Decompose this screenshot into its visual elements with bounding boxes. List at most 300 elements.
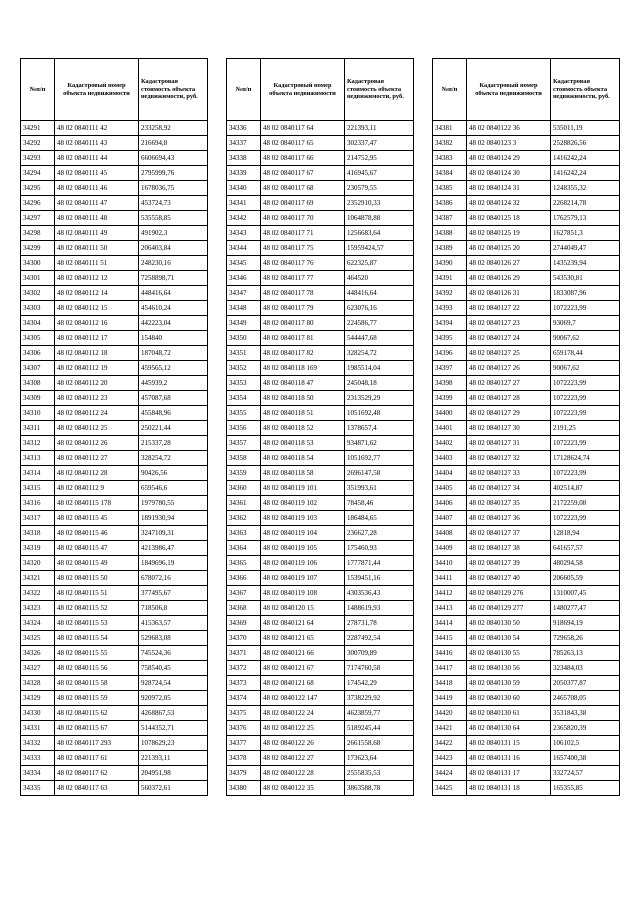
- cadastral-number: 48 02 0840112 28: [55, 466, 139, 481]
- cadastral-value: 402514,87: [551, 481, 620, 496]
- row-number: 34400: [433, 406, 467, 421]
- row-number: 34298: [21, 226, 55, 241]
- header-cadastral: Кадастровый номер объекта недвижимости: [467, 59, 551, 121]
- row-number: 34382: [433, 136, 467, 151]
- cadastral-value: 174542,29: [345, 676, 414, 691]
- cadastral-value: 622325,87: [345, 256, 414, 271]
- cadastral-value: 529683,08: [139, 631, 208, 646]
- cadastral-value: 1849696,19: [139, 556, 208, 571]
- cadastral-value: 2287492,54: [345, 631, 414, 646]
- cadastral-number: 48 02 0840112 9: [55, 481, 139, 496]
- row-number: 34399: [433, 391, 467, 406]
- cadastral-value: 2528826,56: [551, 136, 620, 151]
- table-row: [227, 601, 414, 616]
- table-row: [433, 676, 620, 691]
- cadastral-value: 4268867,53: [139, 706, 208, 721]
- row-number: 34347: [227, 286, 261, 301]
- row-number: 34416: [433, 646, 467, 661]
- cadastral-number: 48 02 0840117 67: [261, 166, 345, 181]
- row-number: 34401: [433, 421, 467, 436]
- cadastral-number: 48 02 0840115 58: [55, 676, 139, 691]
- cadastral-value: 415363,57: [139, 616, 208, 631]
- row-number: 34318: [21, 526, 55, 541]
- cadastral-number: 48 02 0840115 49: [55, 556, 139, 571]
- cadastral-number: 48 02 0840122 36: [467, 121, 551, 136]
- row-number: 34293: [21, 151, 55, 166]
- row-number: 34422: [433, 736, 467, 751]
- cadastral-number: 48 02 0840127 38: [467, 541, 551, 556]
- row-number: 34328: [21, 676, 55, 691]
- table-row: [433, 601, 620, 616]
- cadastral-value: 718506,8: [139, 601, 208, 616]
- table-row: [227, 391, 414, 406]
- cadastral-number: 48 02 0840127 23: [467, 316, 551, 331]
- table-row: [21, 481, 208, 496]
- cadastral-number: 48 02 0840115 56: [55, 661, 139, 676]
- row-number: 34339: [227, 166, 261, 181]
- cadastral-value: 215337,28: [139, 436, 208, 451]
- row-number: 34384: [433, 166, 467, 181]
- cadastral-value: 173623,64: [345, 751, 414, 766]
- cadastral-value: 2352910,33: [345, 196, 414, 211]
- row-number: 34330: [21, 706, 55, 721]
- cadastral-number: 48 02 0840115 51: [55, 586, 139, 601]
- cadastral-value: 206605,59: [551, 571, 620, 586]
- cadastral-value: 1985514,04: [345, 361, 414, 376]
- cadastral-value: 323484,03: [551, 661, 620, 676]
- table-row: [21, 601, 208, 616]
- row-number: 34322: [21, 586, 55, 601]
- cadastral-value: 758540,45: [139, 661, 208, 676]
- row-number: 34367: [227, 586, 261, 601]
- table-row: [227, 646, 414, 661]
- cadastral-value: 928724,54: [139, 676, 208, 691]
- table-row: [227, 571, 414, 586]
- cadastral-number: 48 02 0840119 101: [261, 481, 345, 496]
- table-row: [433, 556, 620, 571]
- cadastral-value: 491902,3: [139, 226, 208, 241]
- row-number: 34411: [433, 571, 467, 586]
- table-row: [227, 301, 414, 316]
- row-number: 34424: [433, 766, 467, 781]
- row-number: 34309: [21, 391, 55, 406]
- cadastral-value: 1435239,94: [551, 256, 620, 271]
- cadastral-number: 48 02 0840122 147: [261, 691, 345, 706]
- row-number: 34405: [433, 481, 467, 496]
- cadastral-value: 7258898,71: [139, 271, 208, 286]
- cadastral-value: 186484,65: [345, 511, 414, 526]
- table-row: [21, 661, 208, 676]
- table-row: [21, 256, 208, 271]
- cadastral-number: 48 02 0840118 54: [261, 451, 345, 466]
- row-number: 34350: [227, 331, 261, 346]
- table-row: [433, 691, 620, 706]
- cadastral-number: 48 02 0840127 24: [467, 331, 551, 346]
- cadastral-value: 7174760,58: [345, 661, 414, 676]
- header-num: №п/п: [21, 59, 55, 121]
- cadastral-value: 236627,28: [345, 526, 414, 541]
- cadastral-value: 300709,89: [345, 646, 414, 661]
- table-row: [227, 271, 414, 286]
- table-row: [227, 766, 414, 781]
- header-row: [21, 59, 208, 121]
- row-number: 34366: [227, 571, 261, 586]
- cadastral-value: 230579,55: [345, 181, 414, 196]
- row-number: 34292: [21, 136, 55, 151]
- cadastral-value: 2313529,29: [345, 391, 414, 406]
- cadastral-value: 93069,7: [551, 316, 620, 331]
- table-row: [433, 721, 620, 736]
- cadastral-value: 214752,95: [345, 151, 414, 166]
- table-row: [227, 466, 414, 481]
- table-row: [21, 346, 208, 361]
- table-row: [433, 346, 620, 361]
- row-number: 34341: [227, 196, 261, 211]
- cadastral-value: 1979780,55: [139, 496, 208, 511]
- table-row: [21, 586, 208, 601]
- cadastral-value: 445939,2: [139, 376, 208, 391]
- row-number: 34402: [433, 436, 467, 451]
- cadastral-number: 48 02 0840112 27: [55, 451, 139, 466]
- cadastral-number: 48 02 0840127 27: [467, 376, 551, 391]
- cadastral-value: 1051692,77: [345, 451, 414, 466]
- row-number: 34310: [21, 406, 55, 421]
- table-row: [21, 316, 208, 331]
- row-number: 34386: [433, 196, 467, 211]
- cadastral-number: 48 02 0840124 30: [467, 166, 551, 181]
- table-row: [227, 556, 414, 571]
- table-row: [433, 331, 620, 346]
- cadastral-value: 1064878,88: [345, 211, 414, 226]
- table-row: [227, 586, 414, 601]
- table-row: [21, 196, 208, 211]
- header-cadastral: Кадастровый номер объекта недвижимости: [261, 59, 345, 121]
- row-number: 34359: [227, 466, 261, 481]
- table-row: [227, 691, 414, 706]
- table-row: [433, 301, 620, 316]
- row-number: 34335: [21, 781, 55, 796]
- row-number: 34391: [433, 271, 467, 286]
- row-number: 34378: [227, 751, 261, 766]
- cadastral-number: 48 02 0840127 32: [467, 451, 551, 466]
- cadastral-value: 641657,57: [551, 541, 620, 556]
- row-number: 34415: [433, 631, 467, 646]
- row-number: 34320: [21, 556, 55, 571]
- cadastral-number: 48 02 0840111 47: [55, 196, 139, 211]
- cadastral-number: 48 02 0840115 52: [55, 601, 139, 616]
- row-number: 34371: [227, 646, 261, 661]
- table-row: [21, 721, 208, 736]
- cadastral-value: 543530,81: [551, 271, 620, 286]
- table-row: [21, 541, 208, 556]
- cadastral-value: 459565,12: [139, 361, 208, 376]
- cadastral-number: 48 02 0840118 50: [261, 391, 345, 406]
- cadastral-value: 2365820,39: [551, 721, 620, 736]
- cadastral-value: 455848,96: [139, 406, 208, 421]
- cadastral-number: 48 02 0840127 28: [467, 391, 551, 406]
- header-num: №п/п: [433, 59, 467, 121]
- row-number: 34336: [227, 121, 261, 136]
- cadastral-table-1: [20, 58, 208, 796]
- table-row: [21, 361, 208, 376]
- table-row: [433, 526, 620, 541]
- cadastral-value: 2795999,76: [139, 166, 208, 181]
- table-row: [433, 481, 620, 496]
- table-row: [433, 586, 620, 601]
- cadastral-value: 2555835,53: [345, 766, 414, 781]
- table-row: [21, 496, 208, 511]
- cadastral-value: 4213986,47: [139, 541, 208, 556]
- row-number: 34316: [21, 496, 55, 511]
- cadastral-value: 1488619,93: [345, 601, 414, 616]
- row-number: 34321: [21, 571, 55, 586]
- cadastral-number: 48 02 0840112 24: [55, 406, 139, 421]
- cadastral-number: 48 02 0840130 54: [467, 631, 551, 646]
- cadastral-value: 1072223,99: [551, 376, 620, 391]
- table-row: [433, 376, 620, 391]
- cadastral-value: 154840: [139, 331, 208, 346]
- row-number: 34365: [227, 556, 261, 571]
- cadastral-value: 457087,68: [139, 391, 208, 406]
- cadastral-value: 1248355,32: [551, 181, 620, 196]
- row-number: 34311: [21, 421, 55, 436]
- table-row: [433, 406, 620, 421]
- cadastral-value: 221393,11: [345, 121, 414, 136]
- row-number: 34326: [21, 646, 55, 661]
- cadastral-number: 48 02 0840117 65: [261, 136, 345, 151]
- cadastral-number: 48 02 0840117 79: [261, 301, 345, 316]
- row-number: 34370: [227, 631, 261, 646]
- cadastral-number: 48 02 0840130 59: [467, 676, 551, 691]
- row-number: 34419: [433, 691, 467, 706]
- cadastral-number: 48 02 0840118 51: [261, 406, 345, 421]
- cadastral-number: 48 02 0840115 178: [55, 496, 139, 511]
- table-row: [21, 646, 208, 661]
- row-number: 34340: [227, 181, 261, 196]
- table-row: [21, 736, 208, 751]
- row-number: 34383: [433, 151, 467, 166]
- table-row: [433, 616, 620, 631]
- cadastral-value: 15959424,57: [345, 241, 414, 256]
- row-number: 34374: [227, 691, 261, 706]
- cadastral-value: 248230,16: [139, 256, 208, 271]
- cadastral-number: 48 02 0840117 78: [261, 286, 345, 301]
- cadastral-number: 48 02 0840117 70: [261, 211, 345, 226]
- header-row: [433, 59, 620, 121]
- cadastral-value: 1891930,94: [139, 511, 208, 526]
- cadastral-value: 1256683,64: [345, 226, 414, 241]
- row-number: 34332: [21, 736, 55, 751]
- row-number: 34390: [433, 256, 467, 271]
- cadastral-value: 351993,61: [345, 481, 414, 496]
- cadastral-number: 48 02 0840115 45: [55, 511, 139, 526]
- row-number: 34385: [433, 181, 467, 196]
- cadastral-number: 48 02 0840111 43: [55, 136, 139, 151]
- cadastral-number: 48 02 0840122 35: [261, 781, 345, 796]
- cadastral-value: 1051692,48: [345, 406, 414, 421]
- cadastral-value: 6606694,43: [139, 151, 208, 166]
- table-row: [21, 406, 208, 421]
- table-row: [227, 676, 414, 691]
- cadastral-number: 48 02 0840127 33: [467, 466, 551, 481]
- cadastral-number: 48 02 0840130 60: [467, 691, 551, 706]
- cadastral-number: 48 02 0840115 46: [55, 526, 139, 541]
- table-row: [433, 706, 620, 721]
- table-row: [433, 286, 620, 301]
- row-number: 34346: [227, 271, 261, 286]
- cadastral-value: 678072,16: [139, 571, 208, 586]
- row-number: 34348: [227, 301, 261, 316]
- row-number: 34342: [227, 211, 261, 226]
- table-row: [433, 781, 620, 796]
- cadastral-number: 48 02 0840117 62: [55, 766, 139, 781]
- cadastral-number: 48 02 0840129 277: [467, 601, 551, 616]
- cadastral-number: 48 02 0840131 15: [467, 736, 551, 751]
- table-row: [227, 661, 414, 676]
- cadastral-number: 48 02 0840121 64: [261, 616, 345, 631]
- table-row: [21, 616, 208, 631]
- cadastral-number: 48 02 0840112 20: [55, 376, 139, 391]
- row-number: 34412: [433, 586, 467, 601]
- cadastral-value: 3863588,78: [345, 781, 414, 796]
- row-number: 34360: [227, 481, 261, 496]
- cadastral-number: 48 02 0840111 42: [55, 121, 139, 136]
- cadastral-number: 48 02 0840124 31: [467, 181, 551, 196]
- cadastral-number: 48 02 0840127 36: [467, 511, 551, 526]
- cadastral-number: 48 02 0840117 64: [261, 121, 345, 136]
- table-row: [433, 361, 620, 376]
- table-row: [227, 541, 414, 556]
- cadastral-value: 560372,61: [139, 781, 208, 796]
- row-number: 34296: [21, 196, 55, 211]
- cadastral-number: 48 02 0840127 26: [467, 361, 551, 376]
- table-row: [227, 721, 414, 736]
- cadastral-value: 1078629,23: [139, 736, 208, 751]
- row-number: 34421: [433, 721, 467, 736]
- cadastral-number: 48 02 0840122 26: [261, 736, 345, 751]
- row-number: 34300: [21, 256, 55, 271]
- cadastral-number: 48 02 0840119 105: [261, 541, 345, 556]
- row-number: 34361: [227, 496, 261, 511]
- table-row: [21, 391, 208, 406]
- cadastral-number: 48 02 0840111 50: [55, 241, 139, 256]
- cadastral-value: 3247109,31: [139, 526, 208, 541]
- cadastral-value: 221393,11: [139, 751, 208, 766]
- table-row: [227, 436, 414, 451]
- cadastral-number: 48 02 0840131 18: [467, 781, 551, 796]
- table-row: [433, 661, 620, 676]
- table-row: [21, 526, 208, 541]
- table-row: [227, 316, 414, 331]
- cadastral-value: 90426,56: [139, 466, 208, 481]
- row-number: 34403: [433, 451, 467, 466]
- cadastral-value: 448416,64: [139, 286, 208, 301]
- table-row: [227, 481, 414, 496]
- cadastral-value: 464520: [345, 271, 414, 286]
- row-number: 34317: [21, 511, 55, 526]
- cadastral-value: 2050377,87: [551, 676, 620, 691]
- row-number: 34344: [227, 241, 261, 256]
- row-number: 34393: [433, 301, 467, 316]
- cadastral-value: 1416242,24: [551, 166, 620, 181]
- cadastral-number: 48 02 0840122 28: [261, 766, 345, 781]
- table-row: [433, 736, 620, 751]
- cadastral-value: 1072223,99: [551, 301, 620, 316]
- row-number: 34354: [227, 391, 261, 406]
- cadastral-number: 48 02 0840119 108: [261, 586, 345, 601]
- table-row: [433, 241, 620, 256]
- table-row: [21, 121, 208, 136]
- row-number: 34306: [21, 346, 55, 361]
- table-row: [433, 196, 620, 211]
- table-row: [433, 631, 620, 646]
- cadastral-number: 48 02 0840117 61: [55, 751, 139, 766]
- table-row: [21, 571, 208, 586]
- row-number: 34409: [433, 541, 467, 556]
- cadastral-number: 48 02 0840112 12: [55, 271, 139, 286]
- table-row: [433, 391, 620, 406]
- cadastral-value: 377495,67: [139, 586, 208, 601]
- row-number: 34358: [227, 451, 261, 466]
- cadastral-value: 659546,6: [139, 481, 208, 496]
- cadastral-number: 48 02 0840119 107: [261, 571, 345, 586]
- cadastral-number: 48 02 0840119 102: [261, 496, 345, 511]
- row-number: 34343: [227, 226, 261, 241]
- table-row: [227, 196, 414, 211]
- table-row: [433, 646, 620, 661]
- cadastral-number: 48 02 0840130 55: [467, 646, 551, 661]
- row-number: 34355: [227, 406, 261, 421]
- cadastral-number: 48 02 0840125 19: [467, 226, 551, 241]
- cadastral-number: 48 02 0840130 64: [467, 721, 551, 736]
- row-number: 34377: [227, 736, 261, 751]
- table-row: [227, 421, 414, 436]
- cadastral-value: 448416,64: [345, 286, 414, 301]
- cadastral-value: 1072223,99: [551, 406, 620, 421]
- row-number: 34291: [21, 121, 55, 136]
- row-number: 34406: [433, 496, 467, 511]
- cadastral-value: 90067,62: [551, 331, 620, 346]
- cadastral-value: 4623859,77: [345, 706, 414, 721]
- cadastral-value: 1833087,96: [551, 286, 620, 301]
- table-row: [433, 151, 620, 166]
- cadastral-number: 48 02 0840112 14: [55, 286, 139, 301]
- cadastral-number: 48 02 0840127 35: [467, 496, 551, 511]
- cadastral-value: 1072223,99: [551, 511, 620, 526]
- cadastral-number: 48 02 0840117 77: [261, 271, 345, 286]
- cadastral-number: 48 02 0840112 26: [55, 436, 139, 451]
- cadastral-number: 48 02 0840118 47: [261, 376, 345, 391]
- row-number: 34297: [21, 211, 55, 226]
- cadastral-number: 48 02 0840131 16: [467, 751, 551, 766]
- table-row: [21, 751, 208, 766]
- table-row: [227, 736, 414, 751]
- table-row: [21, 136, 208, 151]
- cadastral-number: 48 02 0840119 104: [261, 526, 345, 541]
- table-row: [21, 286, 208, 301]
- table-row: [433, 226, 620, 241]
- cadastral-value: 729658,26: [551, 631, 620, 646]
- row-number: 34331: [21, 721, 55, 736]
- cadastral-number: 48 02 0840115 47: [55, 541, 139, 556]
- cadastral-number: 48 02 0840117 76: [261, 256, 345, 271]
- table-row: [21, 421, 208, 436]
- row-number: 34312: [21, 436, 55, 451]
- cadastral-number: 48 02 0840120 15: [261, 601, 345, 616]
- table-row: [21, 766, 208, 781]
- row-number: 34305: [21, 331, 55, 346]
- cadastral-value: 106102,5: [551, 736, 620, 751]
